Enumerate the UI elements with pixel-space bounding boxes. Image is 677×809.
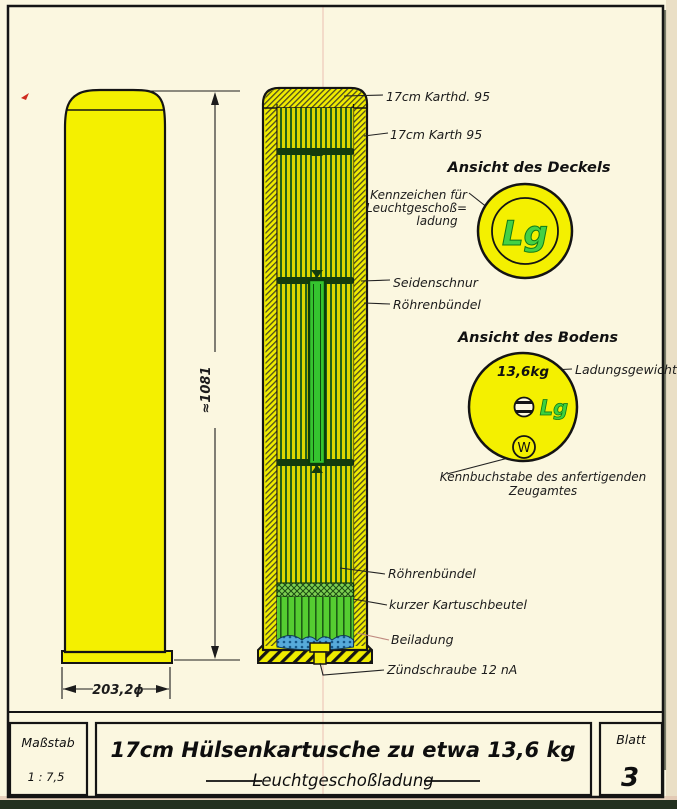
zeugamt-letter: W: [517, 440, 531, 456]
case-body: [65, 90, 165, 652]
label-ladungsgewicht: Ladungsgewicht: [575, 362, 677, 377]
scale-label: Maßstab: [21, 735, 75, 750]
sheet-label: Blatt: [616, 732, 646, 747]
primer-bar-top: [516, 401, 532, 404]
primer-circle: [515, 398, 534, 417]
label-karth: 17cm Karth 95: [390, 127, 483, 142]
label-zuendschraube: Zündschraube 12 nA: [387, 662, 518, 677]
scan-right-margin: [666, 0, 677, 809]
sheet-title: 17cm Hülsenkartusche zu etwa 13,6 kg: [110, 738, 576, 762]
cartridge-section-view: [258, 88, 372, 664]
kartuschbeutel-band: [277, 583, 354, 597]
charge-area: [277, 597, 354, 641]
label-zeugamt-l1: Kennbuchstabe des anfertigenden: [439, 470, 647, 484]
label-kennzeichen-l3: ladung: [416, 214, 458, 228]
height-dimension-value: ≈1081: [199, 366, 214, 414]
label-roehrenbuendel-bottom: Röhrenbündel: [388, 566, 476, 581]
diameter-dimension-value: 203,2ϕ: [92, 683, 144, 698]
section-right-wall-hatch: [354, 104, 366, 646]
boden-weight-value: 13,6kg: [497, 364, 549, 380]
boden-lg-mark: Lg: [539, 396, 569, 420]
scan-bottom-dark-strip: [0, 800, 677, 809]
scale-value: 1 : 7,5: [27, 770, 65, 784]
label-karthd: 17cm Karthd. 95: [386, 89, 491, 104]
deckel-lg-mark: Lg: [501, 214, 549, 254]
label-zeugamt-l2: Zeugamtes: [508, 484, 578, 498]
label-beiladung: Beiladung: [391, 632, 454, 647]
section-left-wall-hatch: [266, 104, 277, 646]
label-kennzeichen-l2: Leuchtgeschoß=: [366, 201, 467, 215]
sheet-number: 3: [620, 763, 640, 793]
sheet-subtitle: Leuchtgeschoßladung: [252, 771, 434, 790]
primer-bar-bottom: [516, 410, 532, 413]
label-seidenschnur: Seidenschnur: [393, 275, 478, 290]
section-lid-hatch: [264, 89, 366, 108]
cartridge-side-view: [62, 90, 172, 663]
label-roehrenbuendel-top: Röhrenbündel: [393, 297, 481, 312]
label-kennzeichen-l1: Kennzeichen für: [370, 188, 467, 202]
central-illum-tube: [309, 280, 325, 464]
label-kartuschbeutel: kurzer Kartuschbeutel: [389, 597, 527, 612]
deckel-heading: Ansicht des Deckels: [447, 160, 611, 176]
boden-heading: Ansicht des Bodens: [457, 330, 619, 346]
